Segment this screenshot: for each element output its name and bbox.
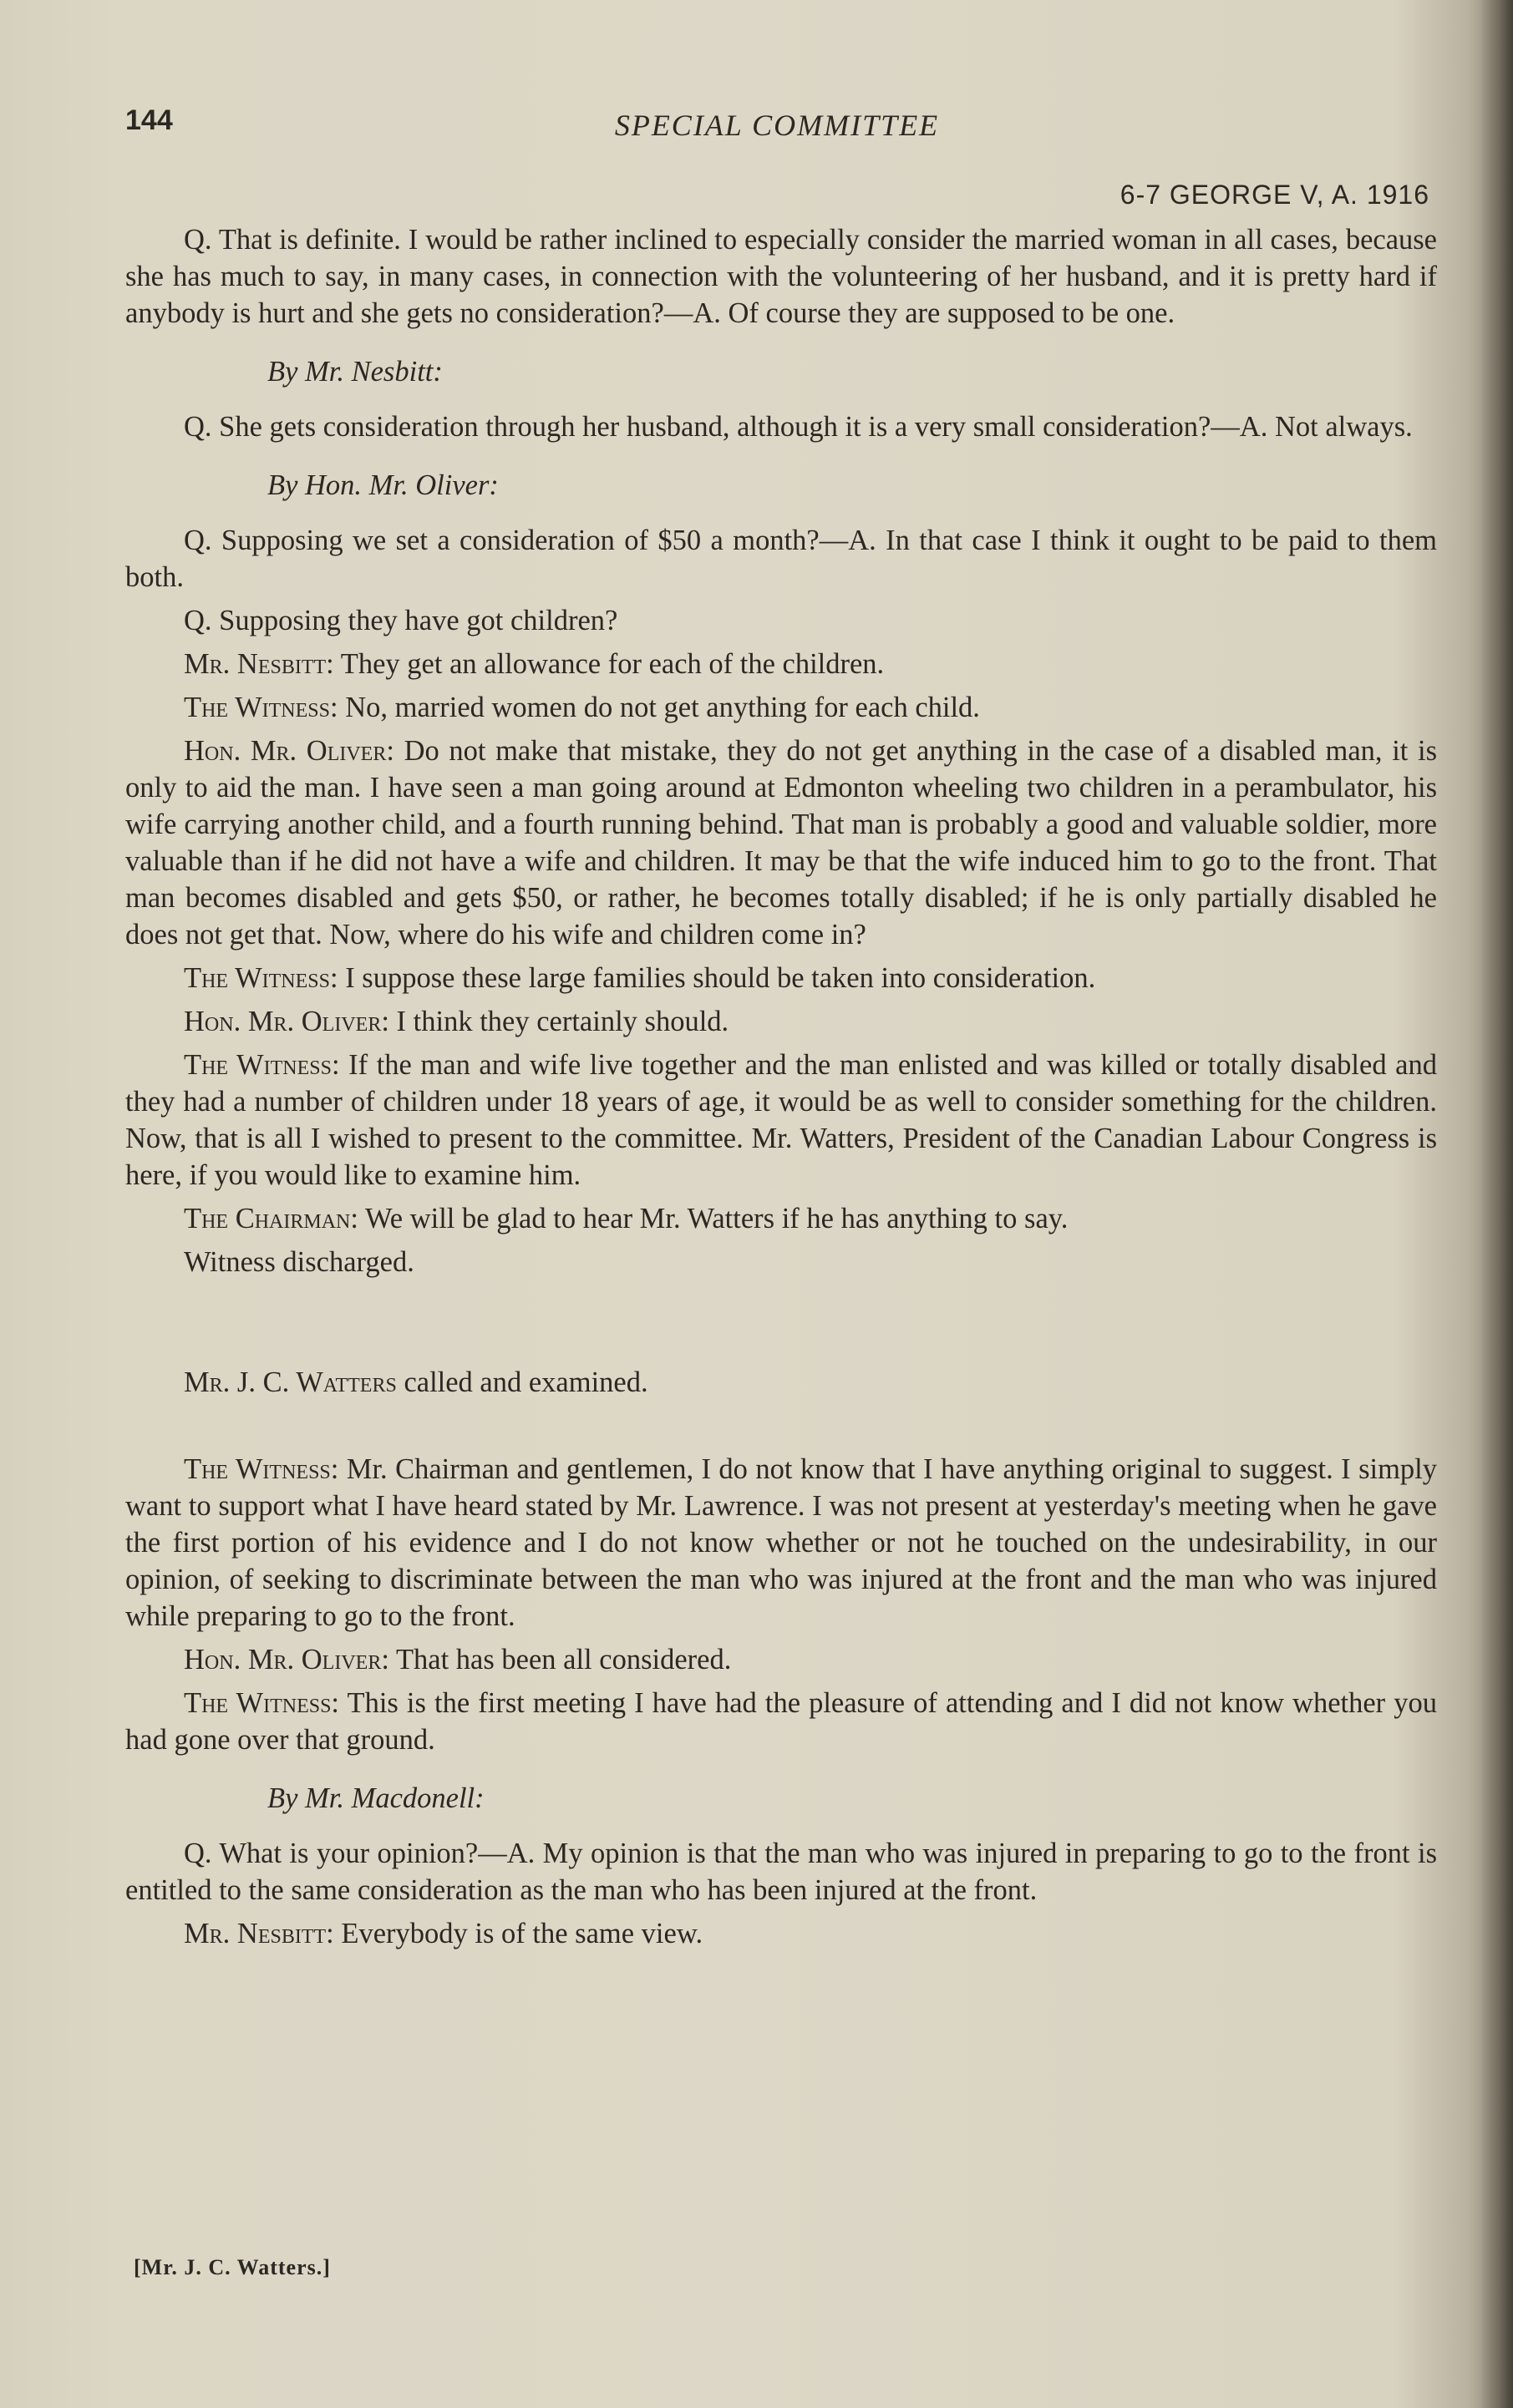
- footer-note: [Mr. J. C. Watters.]: [134, 2255, 331, 2279]
- speaker-text: I suppose these large families should be taken into consideration.: [345, 962, 1096, 994]
- speaker-paragraph: [125, 689, 1437, 726]
- speaker-name: Mr. Nesbitt:: [184, 648, 334, 680]
- speaker-text: called and examined.: [404, 1366, 648, 1398]
- speaker-name: Mr. Nesbitt:: [184, 1918, 334, 1949]
- speaker-name: The Witness:: [184, 692, 338, 723]
- speaker-paragraph: [125, 1047, 1437, 1194]
- speaker-name: Hon. Mr. Oliver:: [184, 735, 394, 767]
- speaker-paragraph: [125, 646, 1437, 682]
- speaker-paragraph: [125, 960, 1437, 996]
- speaker-text: If the man and wife live together and the man enlisted and was killed or totally disabled and they had a number of children under 18 years of age, it would be as well to consider something for the children. Now, that is all I wished to present to the committee. Mr. Watters, President of the Canadian Labour Congress is here, if you would like to examine him.: [125, 1049, 1437, 1191]
- speaker-name: Hon. Mr. Oliver:: [184, 1644, 389, 1675]
- document-body: [125, 221, 1437, 1959]
- speaker-paragraph: [125, 733, 1437, 953]
- body-paragraph: Q. What is your opinion?—A. My opinion is that the man who was injured in preparing to go to the front is entitled to the same consideration as the man who has been injured at the front.: [125, 1838, 1437, 1906]
- page-number: 144: [125, 104, 173, 136]
- speaker-text: This is the first meeting I have had the pleasure of attending and I did not know whether you had gone over that ground.: [125, 1687, 1437, 1756]
- witness-called-line: [125, 1364, 1437, 1401]
- speaker-paragraph: [125, 1200, 1437, 1237]
- running-title: SPECIAL COMMITTEE: [614, 109, 940, 142]
- body-paragraph: Q. Supposing we set a consideration of $50 a month?—A. In that case I think it ought to be paid to them both.: [125, 525, 1437, 593]
- speaker-text: That has been all considered.: [395, 1644, 732, 1675]
- speaker-name: The Chairman:: [184, 1203, 358, 1234]
- speaker-text: No, married women do not get anything for each child.: [345, 692, 980, 723]
- speaker-name: The Witness:: [184, 1049, 340, 1081]
- speaker-name: Mr. J. C. Watters: [184, 1366, 397, 1398]
- speaker-paragraph: [125, 1003, 1437, 1040]
- speaker-text: Mr. Chairman and gentlemen, I do not know that I have anything original to suggest. I simply want to support what I have heard stated by Mr. Lawrence. I was not present at yesterday's meeting when he gave the first portion of his evidence and I do not know whether or not he touched on the undesirability, in our opinion, of seeking to discriminate between the man who was injured at the front and the man who was injured while preparing to go to the front.: [125, 1453, 1438, 1632]
- page-header: [125, 104, 1429, 155]
- speaker-paragraph: [125, 1641, 1437, 1678]
- speaker-text: They get an allowance for each of the children.: [340, 648, 885, 680]
- speaker-paragraph: [125, 1685, 1437, 1758]
- body-paragraph: Q. That is definite. I would be rather inclined to especially consider the married woman in all cases, because she has much to say, in many cases, in connection with the volunteering of her husband, and it is pretty hard if anybody is hurt and she gets no consideration?—A. Of course they are supposed to be one.: [125, 224, 1437, 329]
- speaker-paragraph: [125, 1451, 1437, 1635]
- speaker-name: The Witness:: [184, 1687, 340, 1719]
- speaker-name: The Witness:: [184, 1453, 339, 1485]
- examiner-heading: By Mr. Nesbitt:: [267, 356, 443, 388]
- body-paragraph: Witness discharged.: [184, 1246, 414, 1278]
- speaker-text: Do not make that mistake, they do not get anything in the case of a disabled man, it is only to aid the man. I have seen a man going around at Edmonton wheeling two children in a perambulator, his wife carrying another child, and a fourth running behind. That man is probably a good and valuable soldier, more valuable than if he did not have a wife and children. It may be that the wife induced him to go to the front. That man becomes disabled and gets $50, or rather, he becomes totally disabled; if he is only partially disabled he does not get that. Now, where do his wife and children come in?: [125, 735, 1438, 951]
- body-paragraph: Q. She gets consideration through her husband, although it is a very small consideration?—A. Not always.: [184, 411, 1413, 443]
- speaker-text: We will be glad to hear Mr. Watters if he has anything to say.: [364, 1203, 1069, 1234]
- speaker-text: I think they certainly should.: [396, 1006, 729, 1037]
- session-label: 6-7 GEORGE V, A. 1916: [1120, 180, 1429, 210]
- speaker-text: Everybody is of the same view.: [341, 1918, 703, 1949]
- page-binding-shadow: [1480, 0, 1513, 2408]
- body-paragraph: Q. Supposing they have got children?: [184, 605, 618, 636]
- speaker-name: The Witness:: [184, 962, 338, 994]
- speaker-paragraph: [125, 1915, 1437, 1952]
- examiner-heading: By Mr. Macdonell:: [267, 1782, 485, 1814]
- examiner-heading: By Hon. Mr. Oliver:: [267, 469, 499, 501]
- speaker-name: Hon. Mr. Oliver:: [184, 1006, 389, 1037]
